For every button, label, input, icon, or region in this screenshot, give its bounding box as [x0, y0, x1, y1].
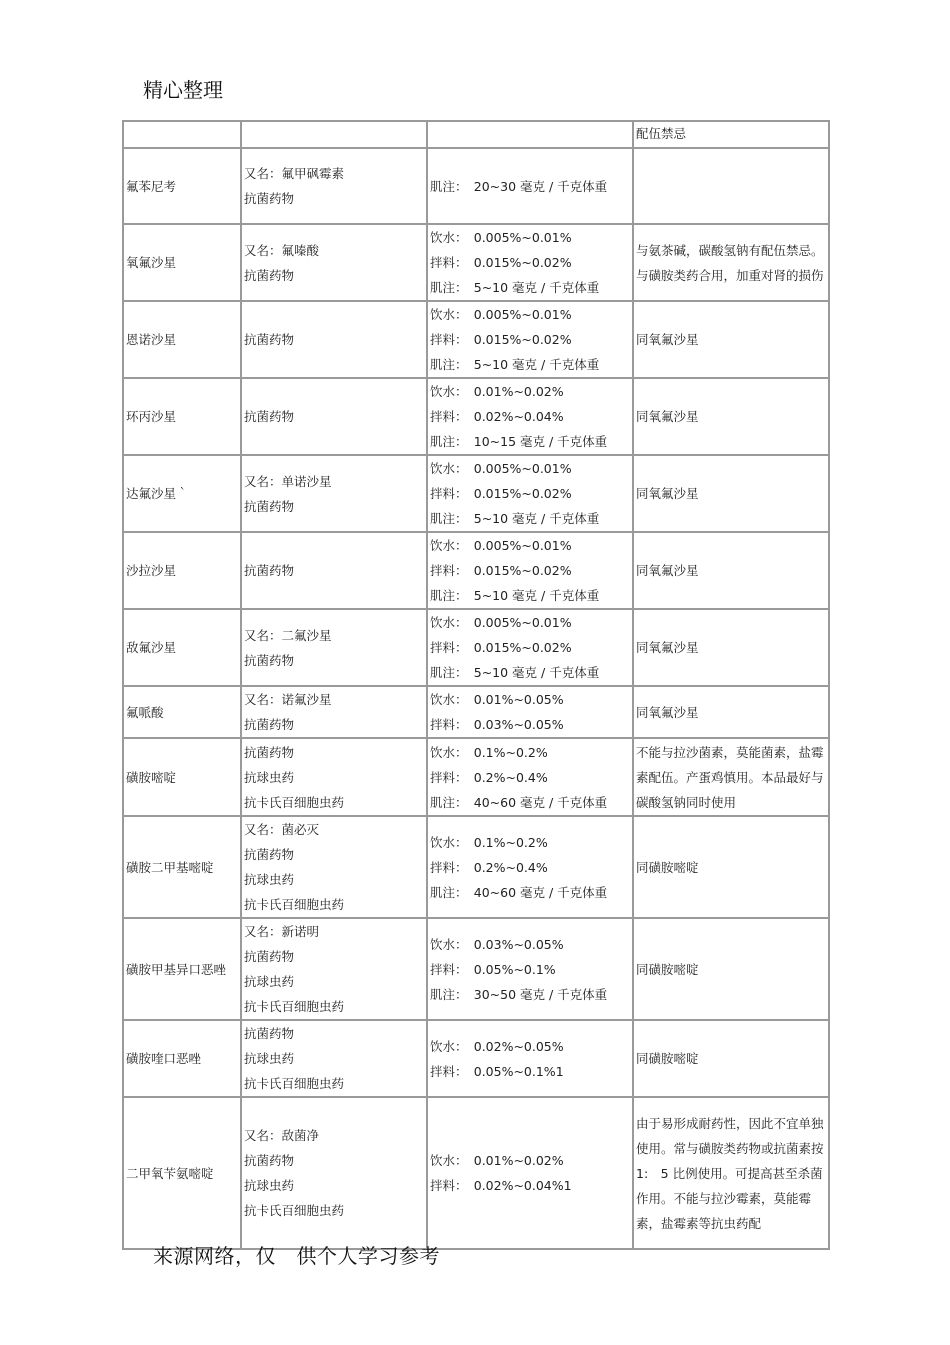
description-line: 又名：单诺沙星 — [244, 473, 332, 489]
dosage-line: 饮水： 0.005%~0.01% — [430, 461, 572, 476]
incompatibility-text: 同氧氟沙星 — [636, 332, 699, 347]
dosage-line: 饮水： 0.01%~0.02% — [430, 384, 564, 399]
description-line: 抗菌药物 — [244, 847, 295, 862]
dosage-line: 饮水： 0.03%~0.05% — [430, 936, 564, 952]
description-line: 抗卡氏百细胞虫药 — [244, 1203, 345, 1218]
header-cell: 配伍禁忌 — [633, 121, 829, 148]
table-row — [123, 455, 829, 532]
description-line: 又名：二氟沙星 — [244, 627, 332, 643]
drug-description-cell — [241, 816, 427, 918]
dosage-line: 饮水： 0.01%~0.05% — [430, 692, 564, 707]
description-line: 抗菌药物 — [244, 267, 295, 283]
dosage-cell — [427, 301, 633, 378]
description-line: 又名：菌必灭 — [244, 822, 320, 837]
description-line: 抗菌药物 — [244, 563, 295, 578]
drug-description-cell — [241, 224, 427, 301]
dosage-line: 肌注： 40~60 毫克 / 千克体重 — [430, 794, 608, 810]
dosage-line: 肌注： 5~10 毫克 / 千克体重 — [430, 588, 600, 603]
header-cell — [427, 121, 633, 148]
description-line: 抗球虫药 — [244, 769, 295, 785]
description-line: 抗菌药物 — [244, 949, 295, 964]
dosage-line: 拌料： 0.015%~0.02% — [430, 255, 572, 270]
drug-name-cell: 氟苯尼考 — [123, 148, 241, 224]
description-line: 抗菌药物 — [244, 332, 295, 347]
table-row — [123, 1020, 829, 1097]
dosage-line: 肌注： 30~50 毫克 / 千克体重 — [430, 986, 608, 1002]
drug-description-cell — [241, 1097, 427, 1249]
incompatibility-cell — [633, 1097, 837, 1249]
table-row — [123, 609, 829, 686]
table-row — [123, 738, 829, 816]
incompatibility-cell — [633, 148, 829, 224]
incompatibility-cell — [633, 609, 829, 686]
drug-name-cell: 磺胺喹口恶唑 — [123, 1020, 241, 1097]
description-line: 抗球虫药 — [244, 1178, 295, 1193]
drug-description-cell — [241, 148, 427, 224]
table-row — [123, 918, 829, 1020]
description-line: 抗球虫药 — [244, 974, 295, 989]
dosage-line: 拌料： 0.02%~0.04%1 — [430, 1178, 572, 1193]
description-line: 抗卡氏百细胞虫药 — [244, 897, 345, 912]
dosage-line: 拌料： 0.02%~0.04% — [430, 409, 564, 424]
drug-description-cell — [241, 1020, 427, 1097]
dosage-line: 肌注： 5~10 毫克 / 千克体重 — [430, 665, 600, 680]
incompatibility-text: 同磺胺嘧啶 — [636, 859, 699, 875]
dosage-cell — [427, 378, 633, 455]
table-row — [123, 816, 829, 918]
incompatibility-text: 由于易形成耐药性，因此不宜单独使用。常与磺胺类药物或抗菌素按 1: 5 比例使用。可提高甚至杀菌作用。不能与拉沙霉素，莫能霉素，盐霉素等抗虫药配 — [636, 1115, 837, 1231]
description-line: 抗菌药物 — [244, 191, 295, 206]
drug-name-cell: 氧氟沙星 — [123, 224, 241, 301]
dosage-line: 拌料： 0.015%~0.02% — [430, 332, 572, 347]
table-row — [123, 148, 829, 224]
dosage-line: 拌料： 0.2%~0.4% — [430, 769, 548, 785]
drug-name-cell: 敌氟沙星 — [123, 609, 241, 686]
dosage-line: 饮水： 0.005%~0.01% — [430, 307, 572, 322]
description-line: 抗菌药物 — [244, 652, 295, 668]
dosage-cell — [427, 816, 633, 918]
dosage-cell — [427, 1097, 633, 1249]
dosage-line: 拌料： 0.05%~0.1%1 — [430, 1063, 564, 1079]
dosage-line: 拌料： 0.2%~0.4% — [430, 859, 548, 875]
header-cell — [241, 121, 427, 148]
description-line: 又名：敌菌净 — [244, 1128, 320, 1143]
dosage-line: 肌注： 5~10 毫克 / 千克体重 — [430, 357, 600, 372]
incompatibility-cell — [633, 378, 829, 455]
incompatibility-text: 同氧氟沙星 — [636, 409, 699, 424]
dosage-line: 拌料： 0.05%~0.1% — [430, 961, 556, 977]
description-line: 又名：氟嗪酸 — [244, 242, 320, 258]
incompatibility-text: 与氨茶碱，碳酸氢钠有配伍禁忌。与磺胺类药合用，加重对肾的损伤 — [636, 242, 824, 283]
dosage-line: 饮水： 0.005%~0.01% — [430, 615, 572, 630]
dosage-line: 肌注： 20~30 毫克 / 千克体重 — [430, 178, 608, 194]
dosage-line: 饮水： 0.01%~0.02% — [430, 1153, 564, 1168]
incompatibility-cell — [633, 816, 829, 918]
drug-description-cell — [241, 455, 427, 532]
dosage-cell — [427, 455, 633, 532]
description-line: 又名：氟甲砜霉素 — [244, 166, 345, 181]
description-line: 抗球虫药 — [244, 1051, 295, 1066]
dosage-cell — [427, 609, 633, 686]
incompatibility-text: 同磺胺嘧啶 — [636, 1051, 699, 1066]
dosage-cell — [427, 224, 633, 301]
drug-name-cell: 氟哌酸 — [123, 686, 241, 738]
description-line: 抗菌药物 — [244, 744, 295, 760]
drug-name-cell: 磺胺甲基异口恶唑 — [123, 918, 241, 1020]
page-footer: 来源网络，仅 供个人学习参考 — [153, 1244, 440, 1268]
header-cell — [123, 121, 241, 148]
table-row — [123, 686, 829, 738]
drug-name-cell: 沙拉沙星 — [123, 532, 241, 609]
incompatibility-text: 同氧氟沙星 — [636, 563, 699, 578]
drug-description-cell — [241, 378, 427, 455]
table-row — [123, 1097, 829, 1249]
dosage-line: 拌料： 0.015%~0.02% — [430, 563, 572, 578]
incompatibility-cell — [633, 918, 829, 1020]
dosage-line: 肌注： 10~15 毫克 / 千克体重 — [430, 434, 608, 449]
dosage-line: 饮水： 0.1%~0.2% — [430, 744, 548, 760]
description-line: 抗菌药物 — [244, 409, 295, 424]
drug-description-cell — [241, 532, 427, 609]
description-line: 抗卡氏百细胞虫药 — [244, 1076, 345, 1091]
table-row — [123, 224, 829, 301]
incompatibility-cell — [633, 738, 829, 816]
incompatibility-text: 同氧氟沙星 — [636, 704, 699, 720]
description-line: 又名：诺氟沙星 — [244, 692, 332, 707]
dosage-line: 肌注： 40~60 毫克 / 千克体重 — [430, 884, 608, 900]
dosage-cell — [427, 148, 633, 224]
incompatibility-cell — [633, 532, 829, 609]
description-line: 又名：新诺明 — [244, 924, 320, 939]
drug-name-cell: 环丙沙星 — [123, 378, 241, 455]
incompatibility-text: 同氧氟沙星 — [636, 640, 699, 655]
table-row — [123, 532, 829, 609]
drug-name-cell: 磺胺二甲基嘧啶 — [123, 816, 241, 918]
incompatibility-cell — [633, 1020, 829, 1097]
description-line: 抗菌药物 — [244, 498, 295, 514]
table-header-row — [123, 121, 829, 148]
description-line: 抗卡氏百细胞虫药 — [244, 999, 345, 1014]
drug-description-cell — [241, 738, 427, 816]
description-line: 抗卡氏百细胞虫药 — [244, 794, 345, 810]
page-header: 精心整理 — [143, 78, 223, 102]
dosage-cell — [427, 918, 633, 1020]
incompatibility-text: 同氧氟沙星 — [636, 486, 699, 501]
dosage-line: 肌注： 5~10 毫克 / 千克体重 — [430, 280, 600, 295]
drug-table — [122, 120, 837, 1250]
drug-name-cell: 达氟沙星｀ — [123, 455, 241, 532]
description-line: 抗菌药物 — [244, 717, 295, 732]
dosage-line: 饮水： 0.005%~0.01% — [430, 230, 572, 245]
incompatibility-cell — [633, 224, 829, 301]
dosage-line: 拌料： 0.015%~0.02% — [430, 640, 572, 655]
dosage-cell — [427, 738, 633, 816]
incompatibility-text: 同磺胺嘧啶 — [636, 961, 699, 977]
drug-description-cell — [241, 609, 427, 686]
dosage-line: 拌料： 0.015%~0.02% — [430, 486, 572, 501]
dosage-line: 肌注： 5~10 毫克 / 千克体重 — [430, 511, 600, 526]
description-line: 抗球虫药 — [244, 872, 295, 887]
incompatibility-cell — [633, 301, 829, 378]
drug-description-cell — [241, 301, 427, 378]
table-row — [123, 301, 829, 378]
drug-name-cell: 恩诺沙星 — [123, 301, 241, 378]
incompatibility-text: 不能与拉沙菌素，莫能菌素，盐霉素配伍。产蛋鸡慎用。本品最好与碳酸氢钠同时使用 — [636, 744, 824, 810]
dosage-line: 饮水： 0.1%~0.2% — [430, 834, 548, 850]
dosage-cell — [427, 1020, 633, 1097]
drug-name-cell: 二甲氧苄氨嘧啶 — [123, 1097, 241, 1249]
dosage-cell — [427, 532, 633, 609]
dosage-line: 饮水： 0.02%~0.05% — [430, 1038, 564, 1054]
table-row — [123, 378, 829, 455]
dosage-line: 饮水： 0.005%~0.01% — [430, 538, 572, 553]
drug-description-cell — [241, 686, 427, 738]
drug-description-cell — [241, 918, 427, 1020]
dosage-line: 拌料： 0.03%~0.05% — [430, 717, 564, 732]
incompatibility-cell — [633, 455, 829, 532]
description-line: 抗菌药物 — [244, 1026, 295, 1041]
incompatibility-cell — [633, 686, 829, 738]
dosage-cell — [427, 686, 633, 738]
description-line: 抗菌药物 — [244, 1153, 295, 1168]
drug-name-cell: 磺胺嘧啶 — [123, 738, 241, 816]
